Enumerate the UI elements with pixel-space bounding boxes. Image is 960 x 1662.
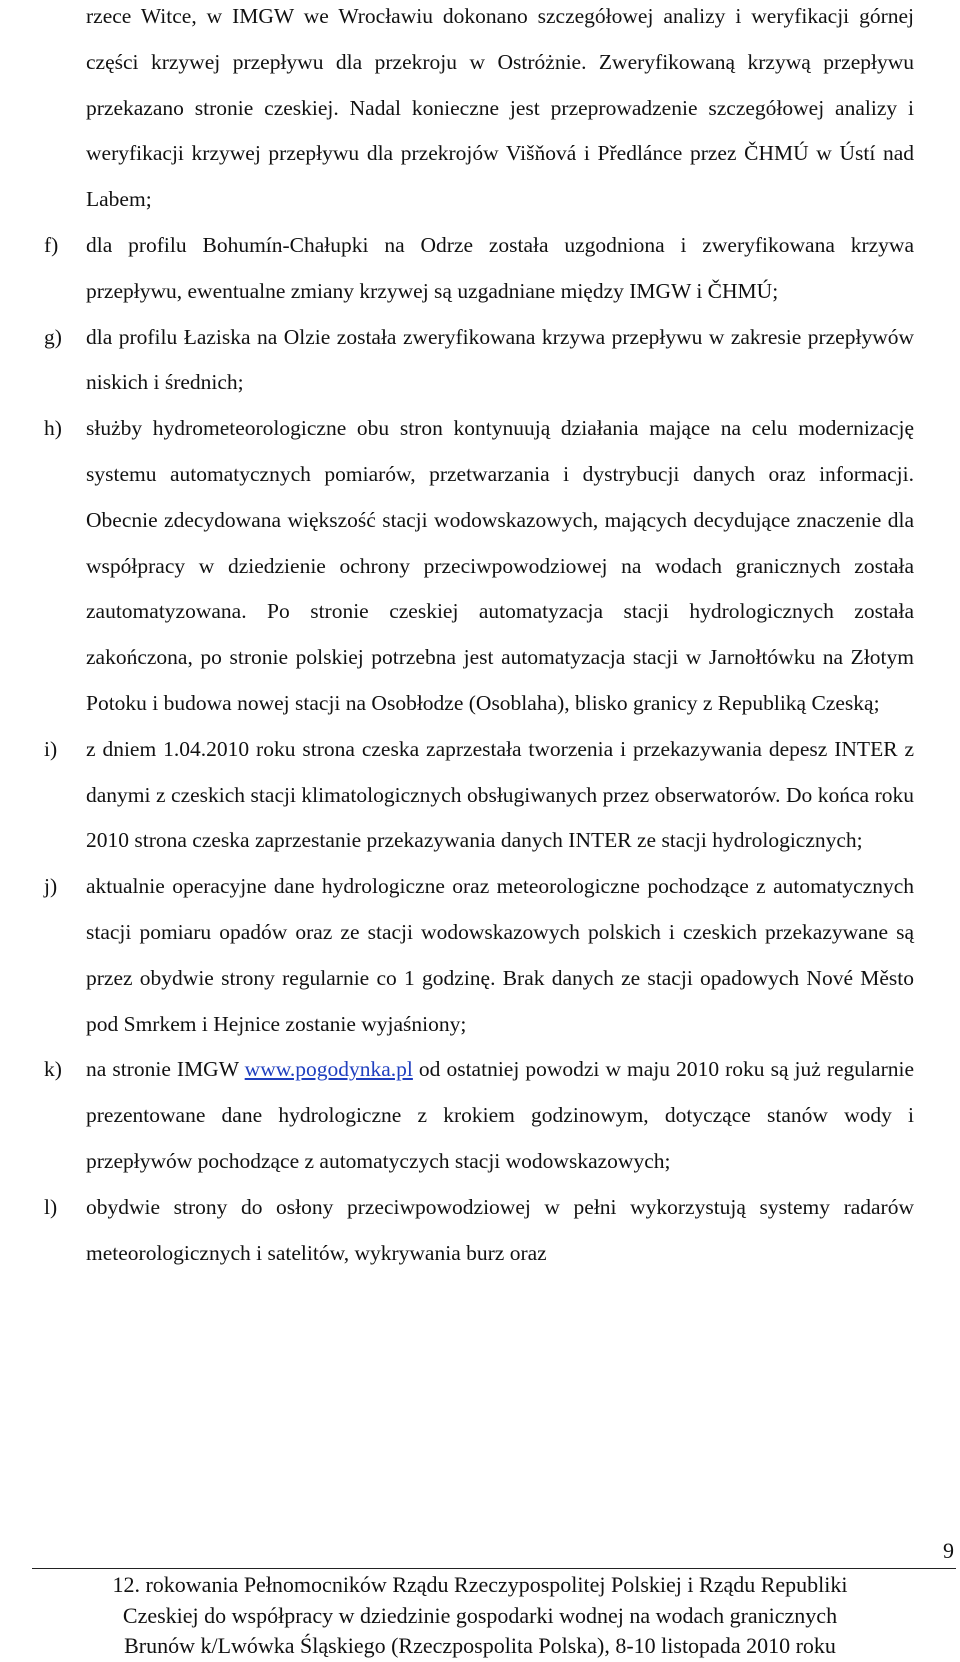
footer-line: Brunów k/Lwówka Śląskiego (Rzeczpospolita Polska), 8-10 listopada 2010 roku	[124, 1633, 836, 1658]
list-item-text: aktualnie operacyjne dane hydrologiczne oraz meteorologiczne pochodzące z automatycznych stacji pomiaru opadów oraz ze stacji wodowskazowych polskich i czeskich przekazywane są przez obydwie strony regularnie co 1 godzinę. Brak danych ze stacji opadowych Nové Město pod Smrkem i Hejnice zostanie wyjaśniony;	[86, 874, 914, 1036]
list-item-h	[44, 406, 914, 727]
list-item-j	[44, 864, 914, 1047]
list-item-g	[44, 315, 914, 407]
list-item-text-before: na stronie IMGW	[86, 1057, 245, 1082]
list-item-text: dla profilu Łaziska na Olzie została zweryfikowana krzywa przepływu w zakresie przepływów niskich i średnich;	[86, 324, 914, 395]
list-item-i	[44, 727, 914, 864]
list-item-f	[44, 223, 914, 315]
page-footer	[0, 1570, 960, 1662]
list-marker: g)	[44, 324, 62, 349]
list-item-text: dla profilu Bohumín-Chałupki na Odrze została uzgodniona i zweryfikowana krzywa przepływu, ewentualne zmiany krzywej są uzgadniane między IMGW i ČHMÚ;	[86, 232, 914, 303]
list-marker: j)	[44, 874, 58, 899]
footer-line: 12. rokowania Pełnomocników Rządu Rzeczypospolitej Polskiej i Rządu Republiki	[112, 1572, 848, 1597]
footer-divider	[32, 1568, 956, 1569]
pogodynka-link[interactable]: www.pogodynka.pl	[244, 1057, 413, 1082]
body-text	[44, 0, 914, 1276]
list-marker: k)	[44, 1057, 62, 1082]
list-item-text: obydwie strony do osłony przeciwpowodziowej w pełni wykorzystują systemy radarów meteorologicznych i satelitów, wykrywania burz oraz	[86, 1194, 914, 1265]
list-item-l	[44, 1185, 914, 1277]
page-number: 9	[943, 1538, 954, 1563]
list-marker: h)	[44, 416, 62, 441]
continuation-paragraph: rzece Witce, w IMGW we Wrocławiu dokonano szczegółowej analizy i weryfikacji górnej części krzywej przepływu dla przekroju w Ostróżnie. Zweryfikowaną krzywą przepływu przekazano stronie czeskiej. Nadal konieczne jest przeprowadzenie szczegółowej analizy i weryfikacji krzywej przepływu dla przekrojów Višňová i Předlánce przez ČHMÚ w Ústí nad Labem;	[86, 4, 914, 212]
list-marker: l)	[44, 1194, 58, 1219]
list-item-text-after: od ostatniej powodzi w maju 2010 roku są już regularnie prezentowane dane hydrologiczne z krokiem godzinowym, dotyczące stanów wody i przepływów pochodzące z automatyczych stacji wodowskazowych;	[86, 1057, 914, 1173]
list-item-k	[44, 1047, 914, 1184]
list-item-text: z dniem 1.04.2010 roku strona czeska zaprzestała tworzenia i przekazywania depesz INTER z danymi z czeskich stacji klimatologicznych obsługiwanych przez obserwatorów. Do końca roku 2010 strona czeska zaprzestanie przekazywania danych INTER ze stacji hydrologicznych;	[86, 736, 914, 853]
list-marker: f)	[44, 232, 59, 257]
list-item-text: służby hydrometeorologiczne obu stron kontynuują działania mające na celu modernizację systemu automatycznych pomiarów, przetwarzania i dystrybucji danych oraz informacji. Obecnie zdecydowana większość stacji wodowskazowych, mających decydujące znaczenie dla współpracy w dziedzienie ochrony przeciwpowodziowej na wodach granicznych została zautomatyzowana. Po stronie czeskiej automatyzacja stacji hydrologicznych została zakończona, po stronie polskiej potrzebna jest automatyzacja stacji w Jarnołtówku na Złotym Potoku i budowa nowej stacji na Osobłodze (Osoblaha), blisko granicy z Republiką Czeską;	[86, 416, 914, 715]
list-marker: i)	[44, 736, 58, 761]
footer-line: Czeskiej do współpracy w dziedzinie gospodarki wodnej na wodach granicznych	[122, 1602, 838, 1628]
